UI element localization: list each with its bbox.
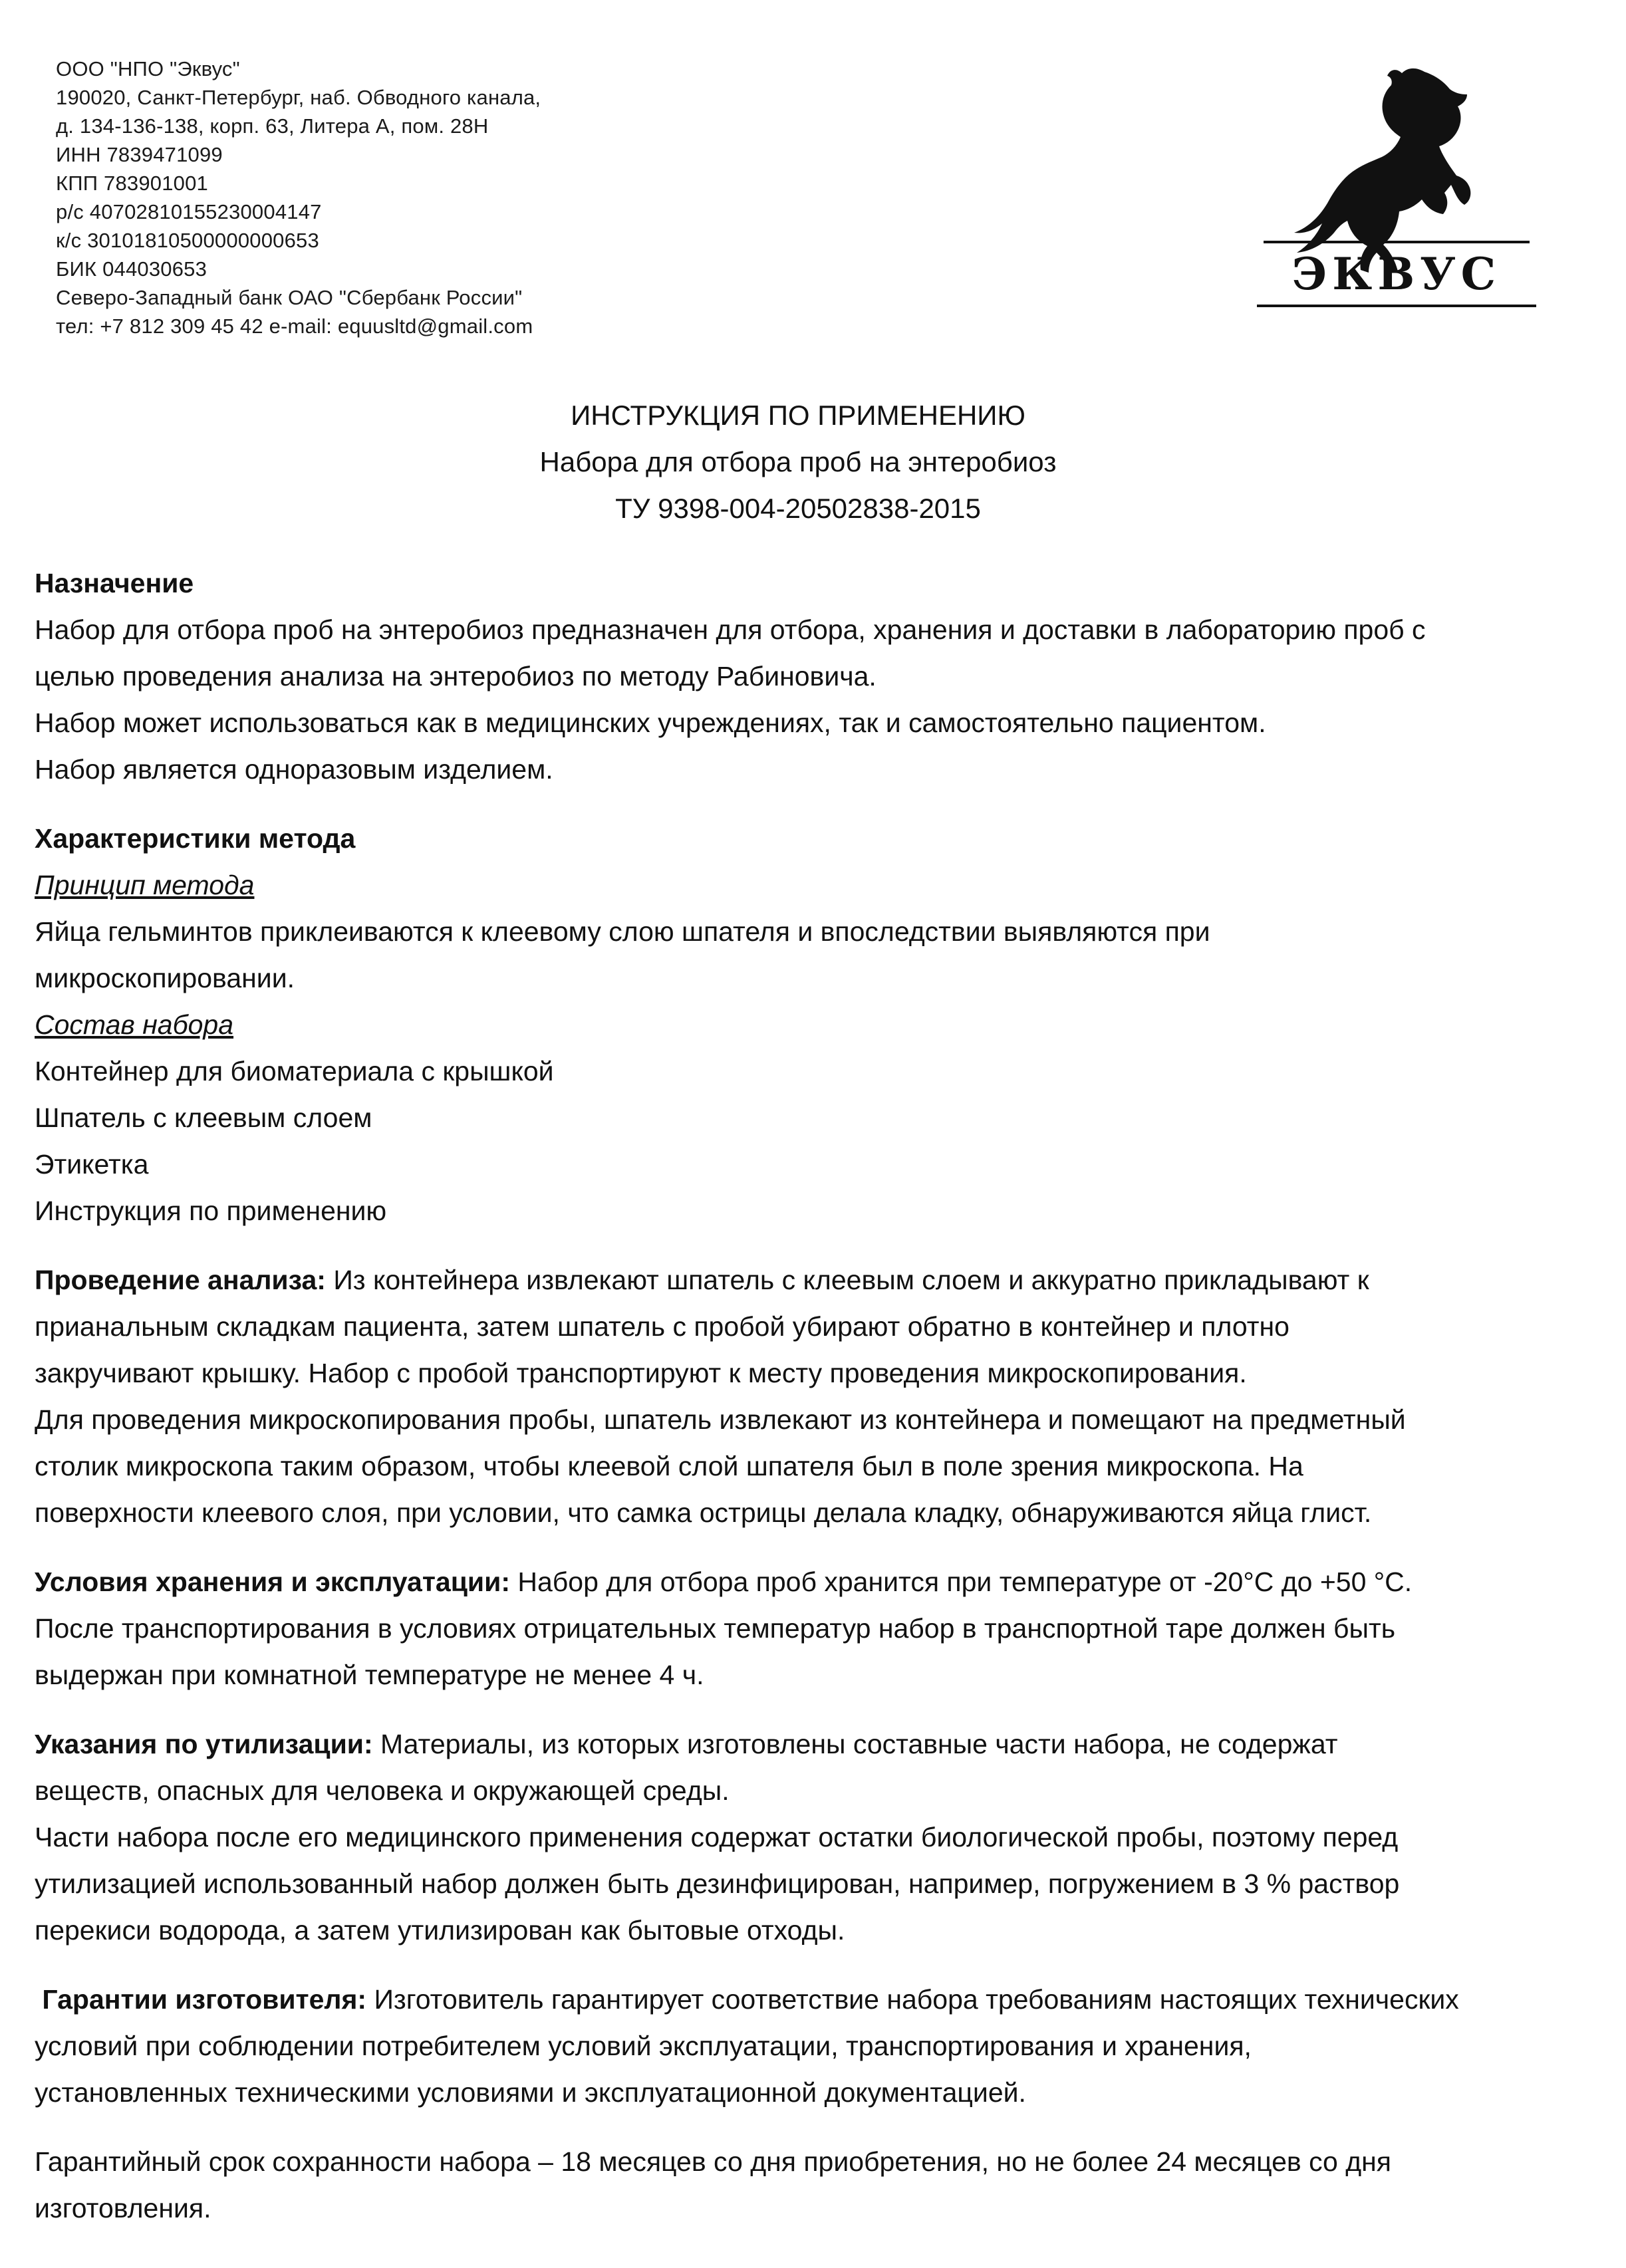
kit-item: Контейнер для биоматериала с крышкой (35, 1056, 554, 1086)
paragraph-line: Для проведения микроскопирования пробы, шпатель извлекают из контейнера и помещают на предметный (35, 1404, 1406, 1435)
company-account: р/с 40702810155230004147 (56, 200, 322, 223)
subsection-heading: Принцип метода (35, 870, 255, 900)
paragraph-line (35, 1721, 1604, 1767)
paragraph-text: Материалы, из которых изготовлены составные части набора, не содержат (372, 1729, 1338, 1759)
paragraph-line: После транспортирования в условиях отрицательных температур набор в транспортной таре должен быть (35, 1613, 1396, 1644)
paragraph-line (35, 1559, 1604, 1605)
document-body (35, 560, 1604, 2231)
company-bik: БИК 044030653 (56, 257, 207, 281)
paragraph-line: Набор может использоваться как в медицинских учреждениях, так и самостоятельно пациентом. (35, 707, 1266, 738)
company-address-line: 190020, Санкт-Петербург, наб. Обводного канала, (56, 86, 541, 109)
paragraph-line (35, 1976, 1604, 2023)
title-main: ИНСТРУКЦИЯ ПО ПРИМЕНЕНИЮ (571, 400, 1025, 431)
paragraph-line: Яйца гельминтов приклеиваются к клеевому слою шпателя и впоследствии выявляются при (35, 916, 1210, 947)
section-storage (35, 1559, 1604, 1698)
subsection-heading: Состав набора (35, 1009, 234, 1040)
company-name: ООО "НПО "Эквус" (56, 57, 240, 80)
paragraph-line: Части набора после его медицинского применения содержат остатки биологической пробы, поэтому перед (35, 1822, 1399, 1852)
section-analysis (35, 1257, 1604, 1536)
paragraph-text: Изготовитель гарантирует соответствие набора требованиям настоящих технических (366, 1984, 1459, 2015)
company-details (56, 55, 721, 340)
section-disposal (35, 1721, 1604, 1953)
section-method (35, 815, 1604, 1234)
paragraph-line: утилизацией использованный набор должен быть дезинфицирован, например, погружением в 3 % раствор (35, 1868, 1400, 1899)
paragraph-line: Набор является одноразовым изделием. (35, 754, 553, 785)
company-kpp: КПП 783901001 (56, 172, 208, 195)
company-bank: Северо-Западный банк ОАО "Сбербанк России" (56, 286, 523, 309)
title-spec: ТУ 9398-004-20502838-2015 (615, 493, 981, 524)
section-warranty (35, 1976, 1604, 2116)
kit-item: Этикетка (35, 1149, 149, 1180)
section-heading: Характеристики метода (35, 823, 356, 854)
paragraph-text: Из контейнера извлекают шпатель с клеевым слоем и аккуратно прикладывают к (325, 1265, 1369, 1295)
paragraph-line: веществ, опасных для человека и окружающей среды. (35, 1775, 730, 1806)
paragraph-line: Набор для отбора проб на энтеробиоз предназначен для отбора, хранения и доставки в лабораторию проб с (35, 614, 1426, 645)
section-label: Гарантии изготовителя: (42, 1984, 367, 2015)
company-corr-account: к/с 30101810500000000653 (56, 229, 319, 252)
kit-item: Инструкция по применению (35, 1196, 387, 1226)
title-subject: Набора для отбора проб на энтеробиоз (539, 446, 1057, 477)
company-inn: ИНН 7839471099 (56, 143, 223, 166)
document-title (0, 392, 1596, 532)
paragraph-line: столик микроскопа таким образом, чтобы клеевой слой шпателя был в поле зрения микроскопа. На (35, 1451, 1303, 1481)
paragraph-line: перекиси водорода, а затем утилизирован как бытовые отходы. (35, 1915, 845, 1946)
paragraph-line: Гарантийный срок сохранности набора – 18 месяцев со дня приобретения, но не более 24 месяцев со дня (35, 2146, 1392, 2177)
paragraph-text: Набор для отбора проб хранится при температуре от -20°С до +50 °С. (510, 1567, 1413, 1597)
paragraph-line: микроскопировании. (35, 963, 295, 993)
paragraph-line: поверхности клеевого слоя, при условии, что самка острицы делала кладку, обнаруживаются яйца глист. (35, 1497, 1372, 1528)
paragraph-line: целью проведения анализа на энтеробиоз по методу Рабиновича. (35, 661, 877, 692)
section-label: Условия хранения и эксплуатации: (35, 1567, 510, 1597)
section-purpose (35, 560, 1604, 793)
paragraph-line: условий при соблюдении потребителем условий эксплуатации, транспортирования и хранения, (35, 2031, 1252, 2061)
section-heading: Назначение (35, 568, 194, 598)
paragraph-line: выдержан при комнатной температуре не менее 4 ч. (35, 1660, 704, 1690)
logo-wordmark: ЭКВУС (1291, 248, 1502, 300)
section-shelf-life (35, 2138, 1604, 2231)
company-logo (1250, 53, 1543, 313)
rearing-horse-icon (1250, 53, 1543, 313)
section-label: Проведение анализа: (35, 1265, 326, 1295)
paragraph-line: изготовления. (35, 2193, 211, 2223)
company-contacts: тел: +7 812 309 45 42 e-mail: equusltd@gmail.com (56, 315, 533, 338)
paragraph-line (35, 1257, 1604, 1303)
company-address-line: д. 134-136-138, корп. 63, Литера А, пом. 28Н (56, 114, 489, 138)
paragraph-line: установленных техническими условиями и эксплуатационной документацией. (35, 2077, 1026, 2108)
paragraph-line: закручивают крышку. Набор с пробой транспортируют к месту проведения микроскопирования. (35, 1358, 1247, 1388)
kit-item: Шпатель с клеевым слоем (35, 1102, 372, 1133)
paragraph-line: прианальным складкам пациента, затем шпатель с пробой убирают обратно в контейнер и плотно (35, 1311, 1289, 1342)
section-label: Указания по утилизации: (35, 1729, 373, 1759)
